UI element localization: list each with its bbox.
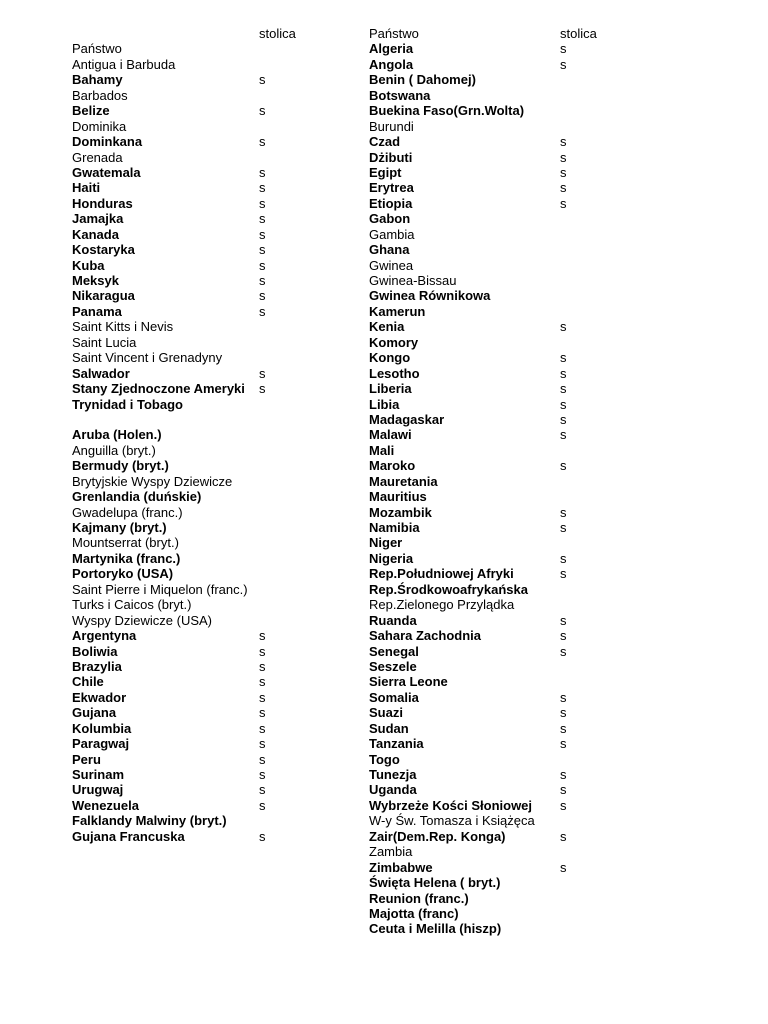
capital-mark: s — [259, 767, 266, 782]
capital-mark: s — [259, 674, 266, 690]
country-name: Togo — [369, 751, 400, 767]
country-name: Falklandy Malwiny (bryt.) — [72, 813, 227, 829]
capital-mark: s — [560, 396, 567, 412]
country-name: Benin ( Dahomej) — [369, 72, 476, 88]
country-name: Madagaskar — [369, 411, 445, 427]
capital-mark: s — [259, 226, 266, 242]
capital-mark: s — [259, 134, 266, 150]
country-name: Argentyna — [72, 628, 137, 644]
country-name: Boliwia — [72, 643, 118, 659]
country-name: Czad — [369, 134, 401, 150]
country-name: Rep.Południowej Afryki — [369, 566, 514, 582]
capital-mark: s — [259, 828, 266, 844]
capital-mark: s — [560, 411, 567, 427]
country-name: Gwinea-Bissau — [369, 273, 457, 288]
country-name: Etiopia — [369, 195, 413, 211]
country-name: Wenezuela — [72, 797, 139, 813]
capital-mark: s — [560, 612, 567, 628]
country-name: Botswana — [369, 87, 431, 103]
country-name: Kanada — [72, 226, 119, 242]
capital-mark: s — [259, 782, 266, 798]
country-name: Barbados — [72, 87, 128, 103]
country-name: Algeria — [369, 41, 414, 57]
country-name: Zair(Dem.Rep. Konga) — [369, 828, 506, 844]
capital-mark: s — [259, 242, 266, 258]
country-name: Kamerun — [369, 303, 426, 319]
country-name: Lesotho — [369, 365, 420, 381]
country-name: Saint Lucia — [72, 334, 137, 350]
capital-mark: s — [259, 705, 266, 721]
capital-mark: stolica — [560, 26, 597, 41]
country-name: Sahara Zachodnia — [369, 628, 481, 644]
country-name: Państwo — [72, 41, 122, 57]
country-name: Mauretania — [369, 473, 438, 489]
country-name: Kuba — [72, 257, 105, 273]
country-name: Malawi — [369, 427, 412, 443]
capital-mark: s — [560, 350, 567, 366]
country-name: Gambia — [369, 226, 415, 242]
capital-mark: s — [259, 797, 266, 813]
capital-mark: s — [560, 689, 567, 705]
capital-mark: s — [560, 736, 567, 752]
capital-mark: s — [560, 427, 567, 443]
capital-mark: s — [560, 180, 567, 196]
country-name: Gabon — [369, 211, 411, 227]
capital-mark: s — [259, 180, 266, 196]
country-name: Sudan — [369, 720, 409, 736]
country-name: Ruanda — [369, 612, 417, 628]
capital-mark: s — [259, 720, 266, 736]
country-name: Nigeria — [369, 550, 414, 566]
capital-mark: s — [259, 164, 266, 180]
capital-mark: s — [560, 797, 567, 813]
country-name: Dominika — [72, 118, 127, 134]
capital-mark: s — [259, 381, 266, 397]
country-name: Panama — [72, 303, 122, 319]
country-name: Gwinea — [369, 257, 414, 273]
country-name: Wybrzeże Kości Słoniowej — [369, 797, 533, 813]
capital-mark: s — [259, 273, 266, 288]
country-name: Salwador — [72, 365, 130, 381]
country-name: Saint Kitts i Nevis — [72, 319, 174, 335]
capital-mark: s — [259, 303, 266, 319]
country-name: Surinam — [72, 767, 125, 782]
country-name: Uganda — [369, 782, 417, 798]
country-name: Kongo — [369, 350, 411, 366]
capital-mark: s — [560, 767, 567, 782]
capital-mark: s — [259, 628, 266, 644]
country-name: Mauritius — [369, 489, 427, 505]
country-name: Burundi — [369, 118, 414, 134]
country-name: Buekina Faso(Grn.Wolta) — [369, 103, 525, 119]
country-name: Kostaryka — [72, 242, 135, 258]
capital-mark: s — [259, 689, 266, 705]
capital-mark: s — [560, 828, 567, 844]
country-name: Ekwador — [72, 689, 127, 705]
capital-mark: s — [560, 164, 567, 180]
country-name: Kajmany (bryt.) — [72, 520, 167, 535]
capital-mark: s — [259, 257, 266, 273]
country-name: Jamajka — [72, 211, 124, 227]
country-name: Liberia — [369, 381, 412, 397]
country-name: Dominkana — [72, 134, 143, 150]
country-name: Honduras — [72, 195, 133, 211]
capital-mark: s — [259, 736, 266, 752]
country-name: Gwinea Równikowa — [369, 288, 491, 304]
country-name: Antigua i Barbuda — [72, 56, 176, 72]
capital-mark: s — [560, 705, 567, 721]
capital-mark: s — [560, 149, 567, 165]
capital-mark: s — [560, 41, 567, 57]
country-name: Brytyjskie Wyspy Dziewicze — [72, 473, 233, 489]
country-name: Rep.Środkowoafrykańska — [369, 581, 528, 597]
country-name: Urugwaj — [72, 782, 124, 798]
country-name: W-y Św. Tomasza i Książęca — [369, 813, 535, 829]
capital-mark: s — [560, 195, 567, 211]
capital-mark: s — [560, 381, 567, 397]
capital-mark: s — [560, 458, 567, 474]
capital-mark: s — [560, 319, 567, 335]
capital-mark: s — [560, 859, 567, 875]
country-name: Paragwaj — [72, 736, 130, 752]
country-name: Gujana Francuska — [72, 828, 185, 844]
capital-mark: s — [259, 195, 266, 211]
country-name: Peru — [72, 751, 101, 767]
country-name: Wyspy Dziewicze (USA) — [72, 612, 213, 628]
country-name: Zimbabwe — [369, 859, 433, 875]
country-name: Bahamy — [72, 72, 123, 88]
capital-mark: s — [259, 103, 266, 119]
capital-mark: s — [259, 365, 266, 381]
capital-mark: s — [560, 56, 567, 72]
capital-mark: s — [560, 520, 567, 535]
country-name: Libia — [369, 396, 400, 412]
capital-mark: s — [560, 628, 567, 644]
country-name: Turks i Caicos (bryt.) — [72, 597, 192, 613]
country-name: Meksyk — [72, 273, 119, 288]
capital-mark: s — [259, 643, 266, 659]
country-name: Belize — [72, 103, 110, 119]
capital-mark: s — [259, 658, 266, 674]
country-name: Bermudy (bryt.) — [72, 458, 169, 474]
country-name: Dżibuti — [369, 149, 413, 165]
country-name: Anguilla (bryt.) — [72, 442, 156, 458]
country-name: Angola — [369, 56, 414, 72]
country-name: Ghana — [369, 242, 410, 258]
country-name: Stany Zjednoczone Ameryki — [72, 381, 245, 397]
capital-mark: s — [560, 720, 567, 736]
country-name: Trynidad i Tobago — [72, 396, 183, 412]
country-name: Saint Pierre i Miquelon (franc.) — [72, 581, 248, 597]
country-name: Grenada — [72, 149, 123, 165]
country-name: Tanzania — [369, 736, 424, 752]
country-name: Haiti — [72, 180, 101, 196]
country-name: Egipt — [369, 164, 402, 180]
country-name: Brazylia — [72, 658, 122, 674]
country-name: Reunion (franc.) — [369, 890, 469, 906]
country-name: Mozambik — [369, 504, 432, 520]
capital-mark: s — [560, 782, 567, 798]
country-name: Mountserrat (bryt.) — [72, 535, 179, 551]
capital-mark: stolica — [259, 26, 296, 41]
capital-mark: s — [259, 211, 266, 227]
country-name: Majotta (franc) — [369, 905, 459, 921]
country-name: Somalia — [369, 689, 419, 705]
country-name: Mali — [369, 442, 395, 458]
country-name: Suazi — [369, 705, 403, 721]
country-name: Martynika (franc.) — [72, 550, 181, 566]
capital-mark: s — [560, 550, 567, 566]
country-name: Rep.Zielonego Przylądka — [369, 597, 515, 613]
capital-mark: s — [259, 72, 266, 88]
country-name: Tunezja — [369, 767, 417, 782]
country-name: Państwo — [369, 26, 419, 41]
country-name: Kenia — [369, 319, 405, 335]
country-name: Grenlandia (duńskie) — [72, 489, 202, 505]
capital-mark: s — [259, 288, 266, 304]
country-name: Gujana — [72, 705, 117, 721]
country-name: Gwatemala — [72, 164, 141, 180]
country-name: Aruba (Holen.) — [72, 427, 162, 443]
country-name: Święta Helena ( bryt.) — [369, 875, 501, 891]
capital-mark: s — [560, 134, 567, 150]
country-name: Kolumbia — [72, 720, 132, 736]
country-name: Erytrea — [369, 180, 414, 196]
country-name: Maroko — [369, 458, 416, 474]
country-name: Portoryko (USA) — [72, 566, 174, 582]
capital-mark: s — [560, 566, 567, 582]
country-name: Seszele — [369, 658, 417, 674]
capital-mark: s — [560, 365, 567, 381]
capital-mark: s — [560, 504, 567, 520]
country-name: Senegal — [369, 643, 419, 659]
capital-mark: s — [259, 751, 266, 767]
country-name: Namibia — [369, 520, 420, 535]
country-name: Gwadelupa (franc.) — [72, 504, 183, 520]
country-name: Sierra Leone — [369, 674, 448, 690]
country-name: Komory — [369, 334, 419, 350]
country-name: Chile — [72, 674, 104, 690]
country-name: Zambia — [369, 844, 413, 860]
country-name: Ceuta i Melilla (hiszp) — [369, 921, 502, 937]
capital-mark: s — [560, 643, 567, 659]
country-name: Saint Vincent i Grenadyny — [72, 350, 223, 366]
country-name: Niger — [369, 535, 403, 551]
country-name: Nikaragua — [72, 288, 135, 304]
